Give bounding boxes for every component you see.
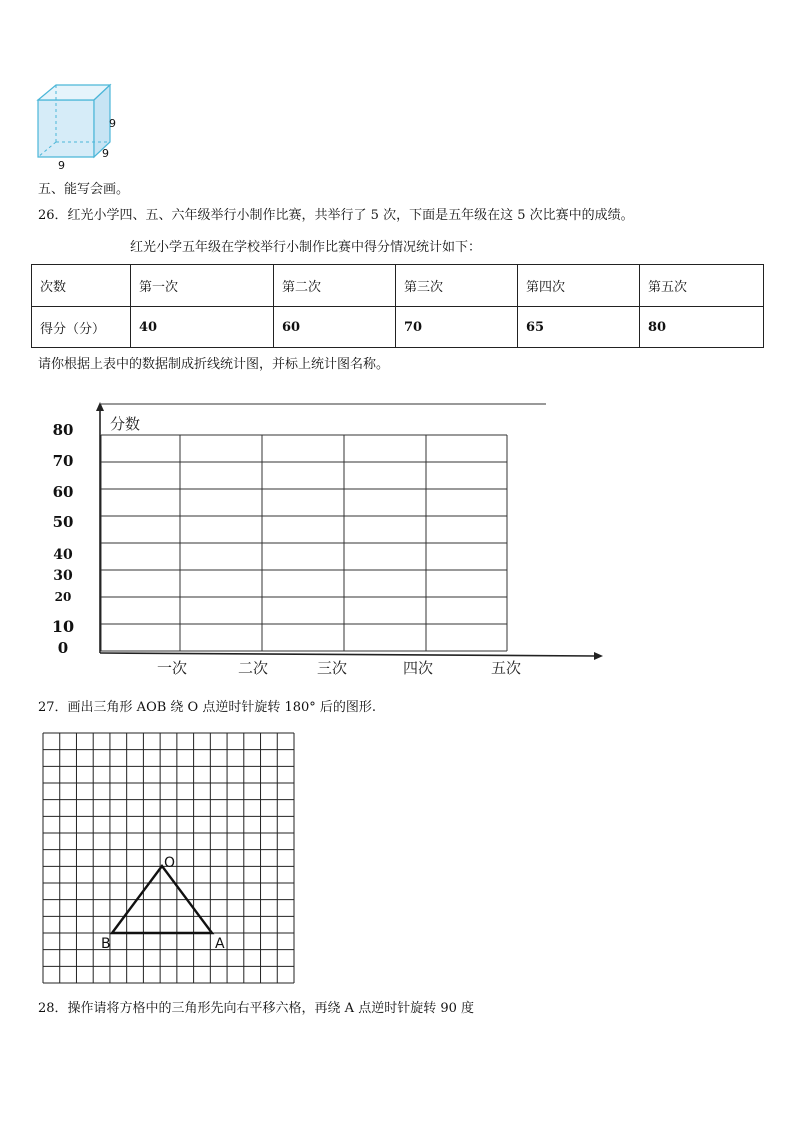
question-27-text: 27．画出三角形 AOB 绕 O 点逆时针旋转 180° 后的图形. [38,700,377,715]
table-cell: 70 [396,307,518,348]
table-header-row [32,265,764,307]
x-tick-label: 五次 [490,659,522,677]
y-tick-label: 30 [53,568,73,584]
y-axis-arrow [96,402,104,411]
vertex-label-a: A [215,936,225,952]
chart-instruction: 请你根据上表中的数据制成折线统计图，并标上统计图名称。 [38,357,390,372]
table-cell: 80 [640,307,764,348]
table-cell: 60 [274,307,396,348]
table-caption: 红光小学五年级在学校举行小制作比赛中得分情况统计如下： [130,240,482,255]
table-cell: 次数 [32,265,131,307]
x-tick-label: 三次 [316,659,348,677]
question-28-text: 28．操作请将方格中的三角形先向右平移六格，再绕 A 点逆时针旋转 90 度 [38,1001,475,1016]
table-cell: 65 [518,307,640,348]
x-axis [100,653,596,656]
section-heading: 五、能写会画。 [38,182,130,197]
table-cell: 第二次 [274,265,396,307]
vertex-label-b: B [101,936,111,952]
x-tick-label: 四次 [402,659,434,677]
score-table [31,264,764,348]
x-tick-label: 一次 [156,659,188,677]
y-tick-label: 10 [51,617,75,636]
x-tick-label: 二次 [237,659,269,677]
y-tick-label: 40 [53,547,73,563]
table-cell: 第一次 [131,265,274,307]
y-tick-label: 80 [52,421,74,439]
table-row [32,307,764,348]
vertex-label-o: O [164,855,176,871]
line-chart [0,390,794,690]
table-cell: 得分（分） [32,307,131,348]
question-26-text: 26．红光小学四、五、六年级举行小制作比赛，共举行了 5 次，下面是五年级在这 5 次比赛中的成绩。 [38,208,634,223]
table-cell: 40 [131,307,274,348]
y-tick-label: 60 [52,483,74,501]
table-cell: 第五次 [640,265,764,307]
y-tick-label: 20 [54,590,72,604]
x-axis-arrow [594,652,603,660]
y-tick-label: 50 [52,513,74,531]
cube-height-label: 9 [109,117,116,130]
cube-front-face [38,100,94,157]
y-tick-label: 0 [57,639,69,657]
square-grid [0,700,794,1000]
table-cell: 第三次 [396,265,518,307]
table-cell: 第四次 [518,265,640,307]
y-tick-label: 70 [52,452,74,470]
cube-width-label: 9 [58,159,65,172]
cube-depth-label: 9 [102,147,109,160]
y-axis-label: 分数 [110,415,141,433]
